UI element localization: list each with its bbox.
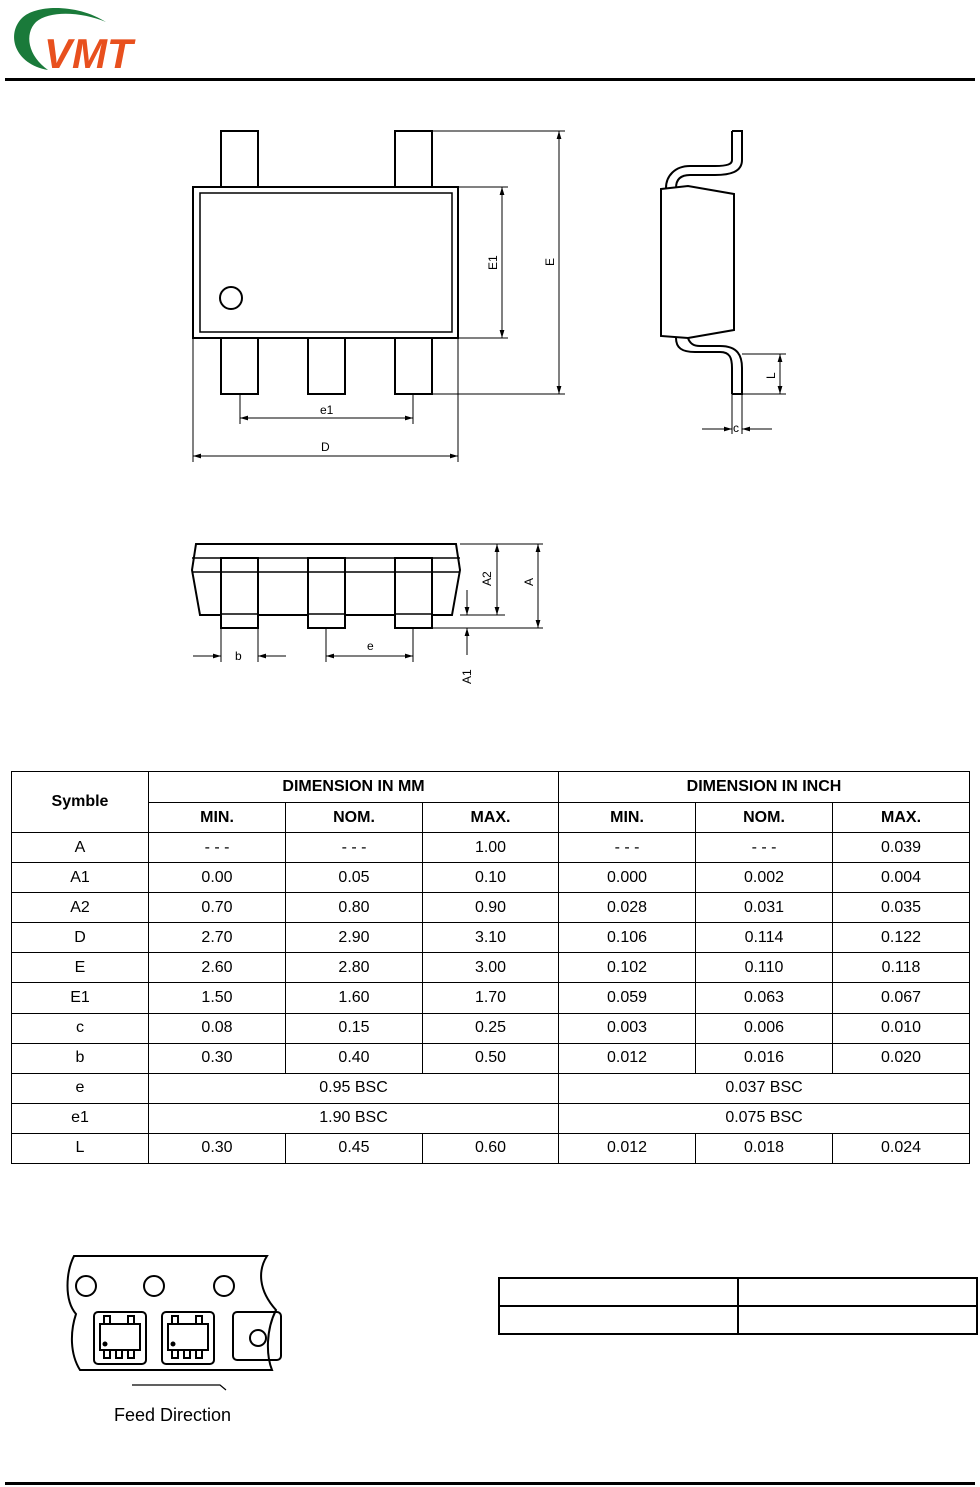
cell-symbol: E1 — [12, 983, 149, 1013]
cell: 0.039 — [833, 833, 970, 863]
cell: 0.075 BSC — [559, 1103, 970, 1133]
cell: - - - — [149, 833, 286, 863]
cell: 0.25 — [423, 1013, 559, 1043]
cell: 0.012 — [559, 1043, 696, 1073]
top-view — [193, 131, 565, 462]
table-row — [12, 1133, 970, 1163]
cell: 0.063 — [696, 983, 833, 1013]
label-e1: e1 — [320, 403, 334, 417]
cell: 0.004 — [833, 863, 970, 893]
sub-header: MAX. — [423, 803, 559, 833]
cell: 0.30 — [149, 1043, 286, 1073]
cell: 0.40 — [286, 1043, 423, 1073]
cell: 0.035 — [833, 893, 970, 923]
cell: 0.90 — [423, 893, 559, 923]
cell: 2.90 — [286, 923, 423, 953]
dimension-table — [11, 771, 970, 1164]
cell-symbol: e — [12, 1073, 149, 1103]
cell: - - - — [559, 833, 696, 863]
cell-symbol: E — [12, 953, 149, 983]
cell: - - - — [286, 833, 423, 863]
marking-cell — [499, 1306, 738, 1334]
footer-rule — [5, 1482, 975, 1485]
cell: 0.50 — [423, 1043, 559, 1073]
cell: 0.067 — [833, 983, 970, 1013]
cell: 0.122 — [833, 923, 970, 953]
feed-direction-label: Feed Direction — [114, 1405, 232, 1425]
cell-symbol: e1 — [12, 1103, 149, 1133]
cell: 0.018 — [696, 1133, 833, 1163]
marking-cell — [738, 1278, 977, 1306]
cell-symbol: c — [12, 1013, 149, 1043]
package-drawing — [0, 0, 980, 720]
cell: 0.028 — [559, 893, 696, 923]
cell: 1.00 — [423, 833, 559, 863]
cell: 0.10 — [423, 863, 559, 893]
cell: 0.08 — [149, 1013, 286, 1043]
cell: 1.50 — [149, 983, 286, 1013]
cell: 2.70 — [149, 923, 286, 953]
mm-header: DIMENSION IN MM — [149, 772, 559, 803]
cell: 0.110 — [696, 953, 833, 983]
cell: 0.010 — [833, 1013, 970, 1043]
cell: 0.60 — [423, 1133, 559, 1163]
table-row — [12, 833, 970, 863]
sub-header: MIN. — [559, 803, 696, 833]
cell-symbol: A — [12, 833, 149, 863]
marking-cell — [738, 1306, 977, 1334]
cell: 2.80 — [286, 953, 423, 983]
table-row — [12, 1043, 970, 1073]
cell: 0.002 — [696, 863, 833, 893]
table-row — [12, 983, 970, 1013]
logo-text: VMT — [44, 30, 133, 77]
cell: 0.00 — [149, 863, 286, 893]
sub-header: NOM. — [696, 803, 833, 833]
table-row — [12, 1013, 970, 1043]
cell: 1.90 BSC — [149, 1103, 559, 1133]
cell: 0.024 — [833, 1133, 970, 1163]
cell: 0.037 BSC — [559, 1073, 970, 1103]
label-L: L — [764, 372, 778, 379]
cell: 0.95 BSC — [149, 1073, 559, 1103]
cell: 0.80 — [286, 893, 423, 923]
label-E: E — [543, 257, 557, 266]
cell: 0.059 — [559, 983, 696, 1013]
cell: - - - — [696, 833, 833, 863]
label-D: D — [321, 440, 330, 454]
cell: 0.102 — [559, 953, 696, 983]
label-c: c — [733, 421, 739, 435]
cell: 0.012 — [559, 1133, 696, 1163]
cell: 0.003 — [559, 1013, 696, 1043]
inch-header: DIMENSION IN INCH — [559, 772, 970, 803]
table-row — [12, 923, 970, 953]
cell-symbol: b — [12, 1043, 149, 1073]
cell: 3.00 — [423, 953, 559, 983]
cell-symbol: A1 — [12, 863, 149, 893]
cell: 2.60 — [149, 953, 286, 983]
label-A1: A1 — [460, 669, 474, 684]
side-view — [661, 131, 786, 434]
marking-table — [498, 1277, 978, 1335]
sub-header: MIN. — [149, 803, 286, 833]
symbol-header: Symble — [12, 772, 149, 833]
label-A2: A2 — [480, 571, 494, 586]
cell: 0.000 — [559, 863, 696, 893]
sub-header: MAX. — [833, 803, 970, 833]
label-E1: E1 — [486, 255, 500, 270]
table-row — [12, 1103, 970, 1133]
cell: 0.05 — [286, 863, 423, 893]
cell: 0.15 — [286, 1013, 423, 1043]
cell: 0.30 — [149, 1133, 286, 1163]
marking-cell — [499, 1278, 738, 1306]
label-e: e — [367, 639, 374, 653]
label-A: A — [522, 577, 536, 586]
cell: 0.006 — [696, 1013, 833, 1043]
table-row — [12, 863, 970, 893]
cell: 0.118 — [833, 953, 970, 983]
cell: 0.70 — [149, 893, 286, 923]
table-row — [12, 953, 970, 983]
cell: 3.10 — [423, 923, 559, 953]
sub-header: NOM. — [286, 803, 423, 833]
cell: 0.114 — [696, 923, 833, 953]
cell: 0.106 — [559, 923, 696, 953]
table-row — [12, 1073, 970, 1103]
cell: 1.70 — [423, 983, 559, 1013]
cell-symbol: A2 — [12, 893, 149, 923]
label-b: b — [235, 649, 242, 663]
cell-symbol: L — [12, 1133, 149, 1163]
table-row — [12, 893, 970, 923]
cell: 0.020 — [833, 1043, 970, 1073]
tape-illustration — [62, 1250, 282, 1400]
cell: 1.60 — [286, 983, 423, 1013]
cell-symbol: D — [12, 923, 149, 953]
cell: 0.45 — [286, 1133, 423, 1163]
cell: 0.016 — [696, 1043, 833, 1073]
cell: 0.031 — [696, 893, 833, 923]
